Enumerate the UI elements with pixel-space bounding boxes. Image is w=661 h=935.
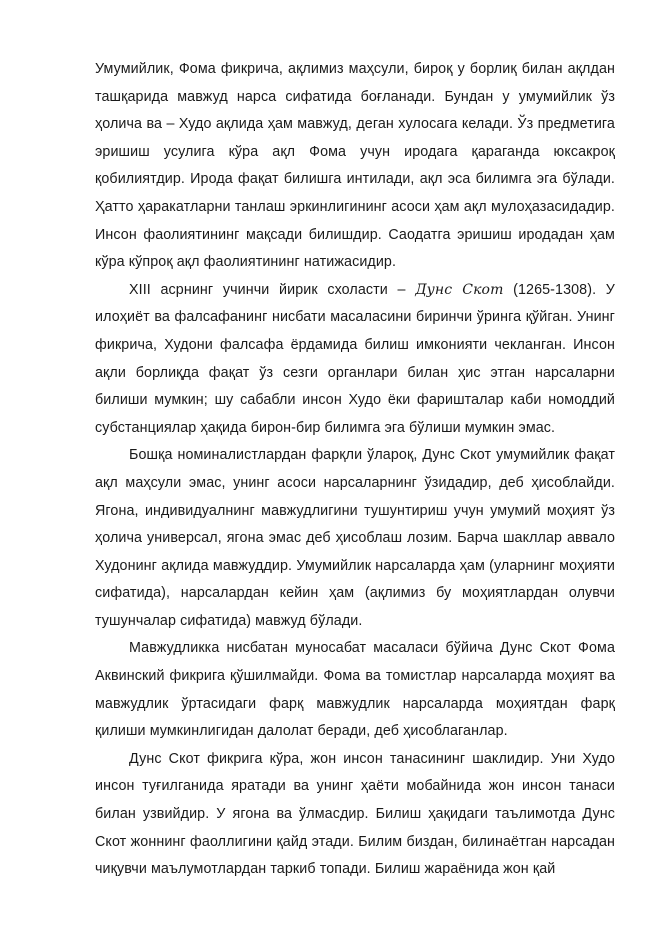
paragraph-soul: Дунс Скот фикрига кўра, жон инсон танасининг шаклидир. Уни Худо инсон туғилганида яратади ва унинг ҳаёти мобайнида жон инсон танаси билан узвийдир. У ягона ва ўлмасдир. Билиш ҳақидаги таълимотда Дунс Скот жоннинг фаоллигини қайд этади. Билим биздан, билинаётган нарсадан чиқувчи маълумотлардан таркиб топади. Билиш жараёнида жон қай: [95, 750, 615, 878]
paragraph-duns-scotus-intro: [95, 277, 615, 443]
paragraph-text-after-name: (1265-1308). У илоҳиёт ва фалсафанинг нисбати масаласини биринчи ўринга қўйган. Унинг фикрича, Худони фалсафа ёрдамида билиш имконияти чекланган. Инсон ақли борлиқда фақат ўз сезги органлари билан ҳис этган нарсаларни билиши мумкин; шу сабабли инсон Худо ёки фаришталар каби номоддий субстанциялар ҳақида бирон-бир билимга эга бўлиши мумкин эмас.: [95, 281, 615, 436]
paragraph-text-before-name: XIII асрнинг учинчи йирик схоласти –: [129, 281, 416, 298]
paragraph-universals-thomas: Умумийлик, Фома фикрича, ақлимиз маҳсули, бироқ у борлиқ билан ақлдан ташқарида мавжуд нарса сифатида боғланади. Бундан у умумийлик ўз ҳолича ва – Худо ақлида ҳам мавжуд, деган хулосага келади. Ўз предметига эришиш усулига кўра ақл Фома учун иродага қараганда юксакроқ қобилиятдир. Ирода фақат билишга интилади, ақл эса билимга эга бўлади. Ҳатто ҳаракатларни танлаш эркинлигининг асоси ҳам ақл мулоҳазасидадир. Инсон фаолиятининг мақсади билишдир. Саодатга эришиш иродадан ҳам кўра кўпроқ ақл фаолиятининг натижасидир.: [95, 61, 615, 271]
paragraph-nominalists: Бошқа номиналистлардан фарқли ўлароқ, Дунс Скот умумийлик фақат ақл маҳсули эмас, унинг асоси нарсаларнинг ўзидадир, деб ҳисоблайди. Ягона, индивидуалнинг мавжудлигини тушунтириш учун умумий моҳият ўз ҳолича универсал, ягона эмас деб ҳисоблаш лозим. Барча шакллар аввало Худонинг ақлида мавжуддир. Умумийлик нарсаларда ҳам (уларнинг моҳияти сифатида), нарсалардан кейин ҳам (ақлимиз бу моҳиятлардан олувчи тушунчалар сифатида) мавжуд бўлади.: [95, 447, 615, 629]
philosopher-name: Дунс Скот: [415, 281, 504, 298]
document-page: [95, 56, 615, 884]
paragraph-existence: Мавжудликка нисбатан муносабат масаласи бўйича Дунс Скот Фома Аквинский фикрига қўшилмайди. Фома ва томистлар нарсаларда моҳият ва мавжудлик ўртасидаги фарқ мавжудлик нарсаларда моҳиятдан фарқ қилиши мумкинлигидан далолат беради, деб ҳисоблаганлар.: [95, 640, 615, 740]
